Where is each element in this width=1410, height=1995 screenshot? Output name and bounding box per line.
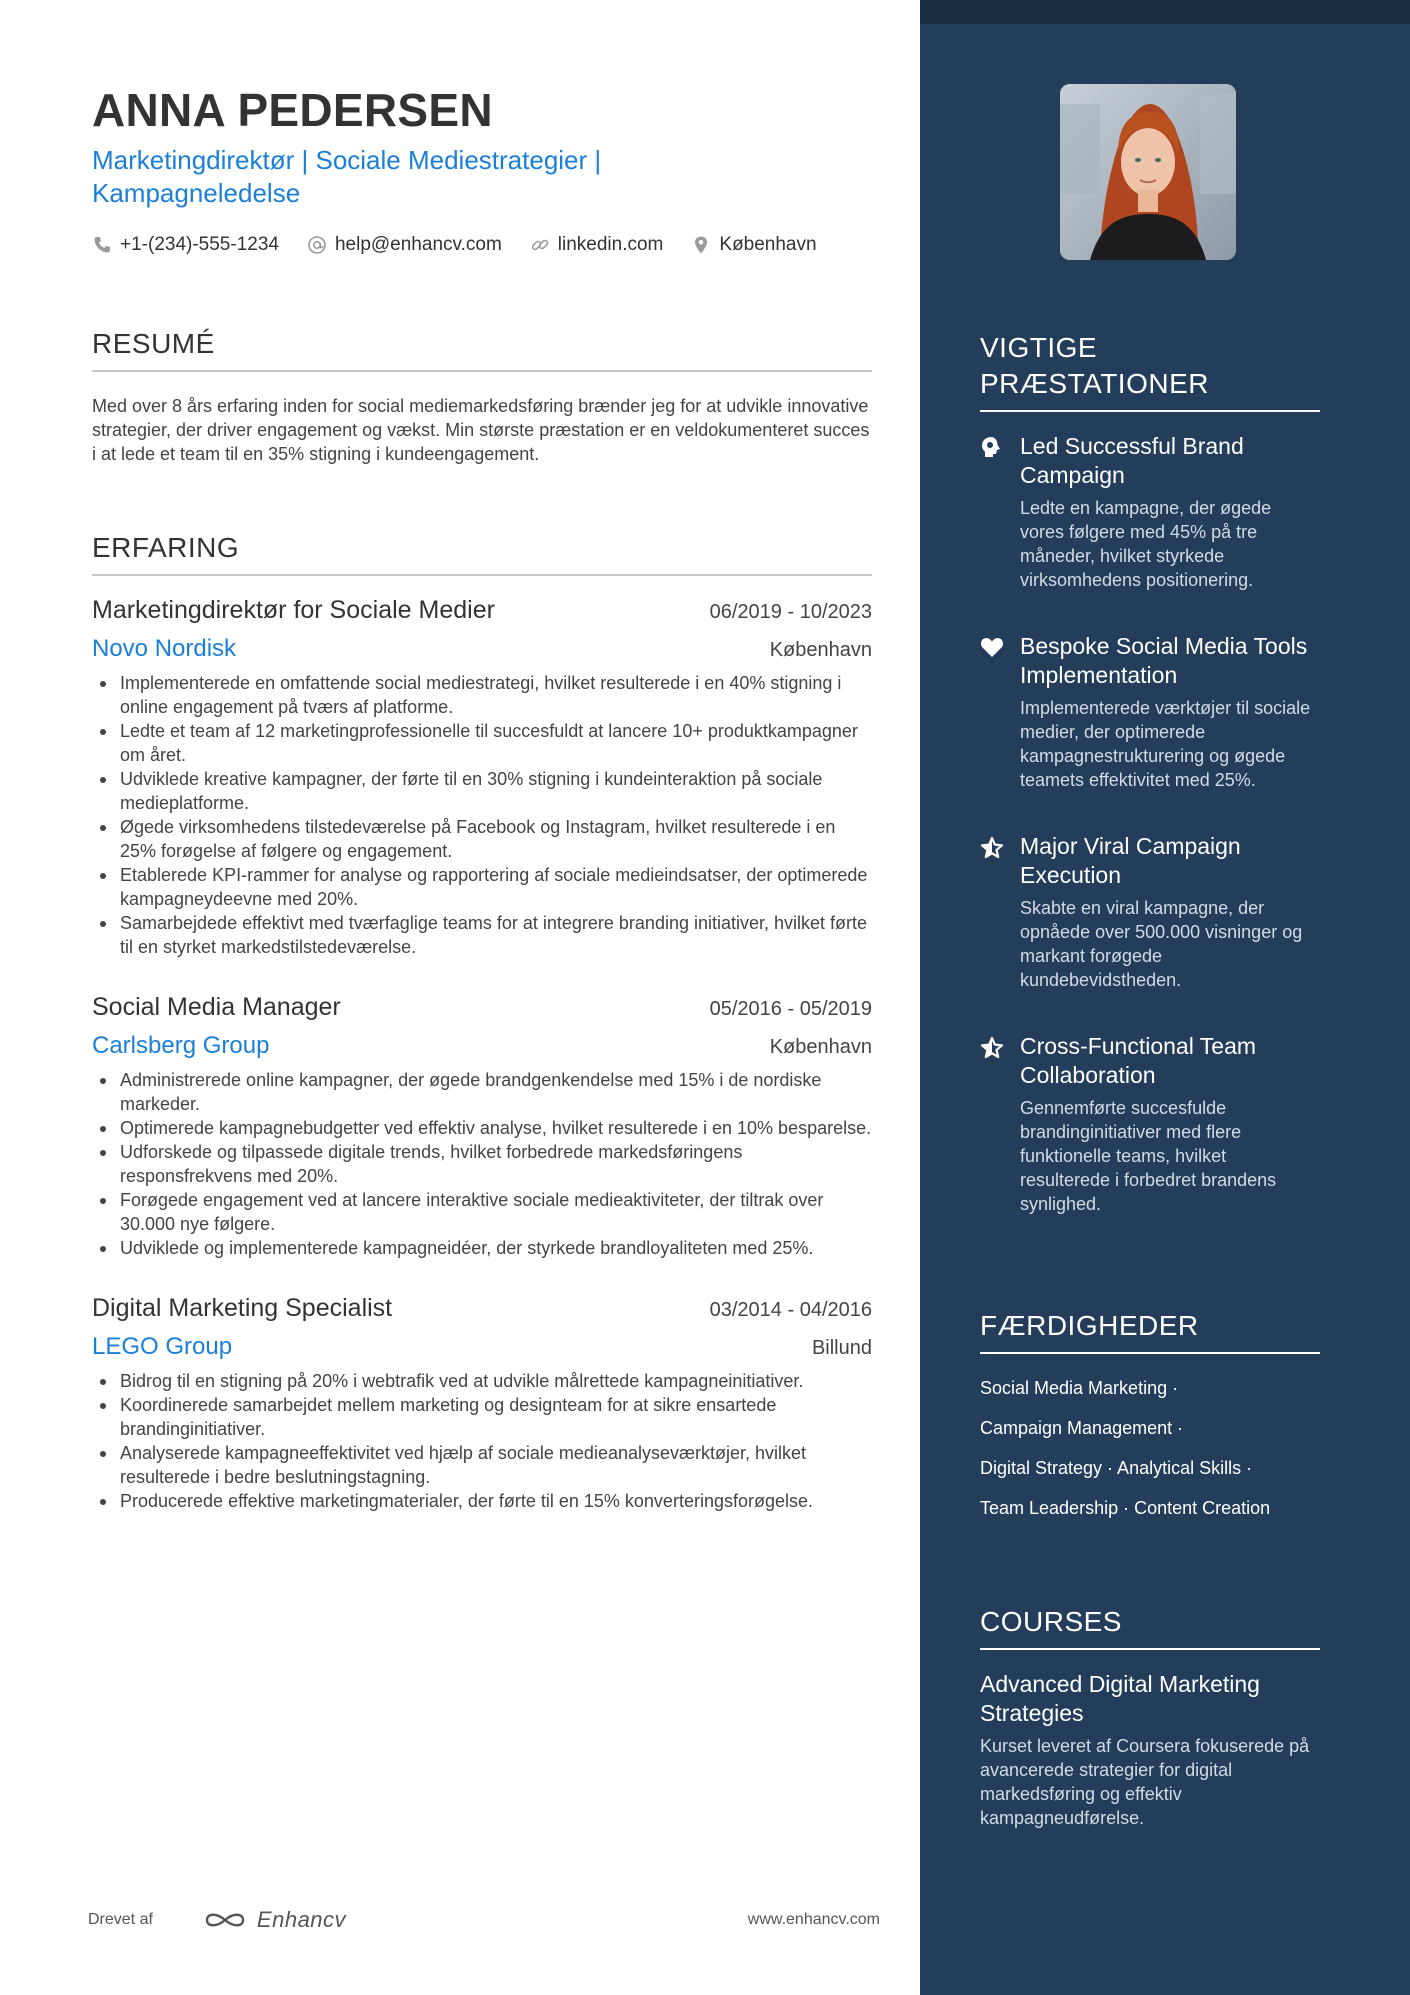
contact-phone[interactable]: [92, 234, 279, 256]
job-company: LEGO Group: [92, 1333, 233, 1360]
list-item: Optimerede kampagnebudgetter ved effektiv analyse, hvilket resulterede i en 10% besparelse.: [92, 1116, 872, 1140]
achievement-desc: Ledte en kampagne, der øgede vores følgere med 45% på tre måneder, hvilket styrkede virksomhedens positionering.: [1020, 498, 1272, 590]
job-entry: [92, 993, 872, 1260]
heart-icon: [980, 636, 1004, 658]
head-lightbulb-icon: [980, 436, 1002, 458]
job-bullets: [92, 1369, 872, 1513]
job-dates: 03/2014 - 04/2016: [709, 1299, 872, 1321]
at-icon: [307, 235, 327, 255]
skills-list: [980, 1368, 1320, 1528]
skill-line: Digital Strategy · Analytical Skills ·: [980, 1458, 1253, 1478]
list-item: Øgede virksomhedens tilstedeværelse på Facebook og Instagram, hvilket resulterede i en 25% forøgelse af følgere og engagement.: [92, 815, 872, 863]
job-location: København: [769, 1036, 872, 1058]
contact-email[interactable]: [307, 234, 502, 256]
list-item: Etablerede KPI-rammer for analyse og rapportering af sociale medieindsatser, der optimerede kampagneydeevne med 20%.: [92, 863, 872, 911]
job-role: Social Media Manager: [92, 993, 341, 1021]
skill-line: Team Leadership · Content Creation: [980, 1498, 1271, 1518]
summary-text: Med over 8 års erfaring inden for social mediemarkedsføring brænder jeg for at udvikle innovative strategier, der driver engagement og vækst. Min største præstation er en veldokumenteret succes i at lede et team til en 35% stigning i kundeengagement.: [92, 396, 870, 464]
list-item: Udviklede kreative kampagner, der førte til en 30% stigning i kundeinteraktion på sociale medieplatforme.: [92, 767, 872, 815]
achievement-desc: Gennemførte succesfulde brandinginitiativer med flere funktionelle teams, hvilket resulterede i forbedret brandens synlighed.: [1020, 1098, 1277, 1214]
achievement-item: [980, 632, 1320, 792]
skill-line: Campaign Management ·: [980, 1418, 1184, 1438]
achievement-item: [980, 832, 1320, 992]
enhancv-logo[interactable]: [201, 1907, 346, 1933]
list-item: Analyserede kampagneeffektivitet ved hjælp af sociale medieanalyseværktøjer, hvilket resulterede i bedre beslutningstagning.: [92, 1441, 872, 1489]
location-pin-icon: [691, 235, 711, 255]
list-item: Forøgede engagement ved at lancere interaktive sociale medieaktiviteter, der tiltrak over 30.000 nye følgere.: [92, 1188, 872, 1236]
phone-text: +1-(234)-555-1234: [120, 234, 279, 255]
job-dates: 06/2019 - 10/2023: [709, 601, 872, 623]
achievement-title: Cross-Functional Team Collaboration: [1020, 1033, 1257, 1088]
contact-location: [691, 234, 816, 256]
website-link[interactable]: www.enhancv.com: [747, 1911, 880, 1928]
courses-heading: COURSES: [980, 1604, 1320, 1650]
candidate-name: ANNA PEDERSEN: [92, 84, 493, 136]
powered-by-label: Drevet af: [88, 1911, 153, 1928]
skills-heading: FÆRDIGHEDER: [980, 1308, 1320, 1354]
job-role: Digital Marketing Specialist: [92, 1294, 393, 1322]
course-desc: Kurset leveret af Coursera fokuserede på avancerede strategier for digital markedsføring og effektiv kampagneudførelse.: [980, 1736, 1310, 1828]
summary-section: [92, 328, 872, 466]
sidebar-top-strip: [920, 0, 1410, 24]
job-bullets: [92, 671, 872, 959]
job-company: Novo Nordisk: [92, 635, 237, 662]
profile-photo: [1060, 84, 1236, 260]
job-bullets: [92, 1068, 872, 1260]
list-item: Udviklede og implementerede kampagneidéer, der styrkede brandloyaliteten med 25%.: [92, 1236, 872, 1260]
list-item: Samarbejdede effektivt med tværfaglige teams for at integrere branding initiativer, hvilket førte til en styrket markedstilstedeværelse.: [92, 911, 872, 959]
list-item: Producerede effektive marketingmaterialer, der førte til en 15% konverteringsforøgelse.: [92, 1489, 872, 1513]
logo-text: Enhancv: [256, 1907, 347, 1932]
main-column: [92, 80, 872, 1513]
job-company: Carlsberg Group: [92, 1032, 270, 1059]
link-icon: [530, 235, 550, 255]
job-dates: 05/2016 - 05/2019: [709, 998, 872, 1020]
skill-line: Social Media Marketing ·: [980, 1378, 1179, 1398]
contact-row: [92, 234, 872, 256]
list-item: Ledte et team af 12 marketingprofessionelle til succesfuldt at lancere 10+ produktkampagner om året.: [92, 719, 872, 767]
courses-section: [980, 1604, 1320, 1830]
achievement-desc: Implementerede værktøjer til sociale medier, der optimerede kampagnestrukturering og øgede teamets effektivitet med 25%.: [1020, 698, 1311, 790]
job-role: Marketingdirektør for Sociale Medier: [92, 596, 495, 624]
achievement-desc: Skabte en viral kampagne, der opnåede over 500.000 visninger og markant forøgede kundebevidstheden.: [1020, 898, 1303, 990]
list-item: Udforskede og tilpassede digitale trends, hvilket forbedrede markedsføringens responsfrekvens med 20%.: [92, 1140, 872, 1188]
achievements-heading: VIGTIGE PRÆSTATIONER: [980, 330, 1320, 412]
achievements-section: [980, 330, 1320, 1216]
experience-heading: ERFARING: [92, 532, 872, 576]
star-icon: [980, 1036, 1004, 1060]
sidebar: [920, 0, 1410, 1995]
job-location: København: [769, 639, 872, 661]
achievement-title: Bespoke Social Media Tools Implementation: [1020, 633, 1308, 688]
achievement-item: [980, 1032, 1320, 1216]
job-entry: [92, 1294, 872, 1513]
course-title: Advanced Digital Marketing Strategies: [980, 1671, 1260, 1726]
linkedin-text: linkedin.com: [557, 234, 664, 255]
experience-section: [92, 532, 872, 1513]
achievement-item: [980, 432, 1320, 592]
achievement-title: Led Successful Brand Campaign: [1020, 433, 1244, 488]
list-item: Bidrog til en stigning på 20% i webtrafik ved at udvikle målrettede kampagneinitiativer.: [92, 1369, 872, 1393]
phone-icon: [92, 235, 112, 255]
contact-linkedin[interactable]: [530, 234, 664, 256]
job-location: Billund: [811, 1337, 872, 1359]
list-item: Koordinerede samarbejdet mellem marketing og designteam for at sikre ensartede brandinginitiativer.: [92, 1393, 872, 1441]
skills-section: [980, 1308, 1320, 1528]
achievement-title: Major Viral Campaign Execution: [1020, 833, 1241, 888]
footer: [88, 1900, 880, 1940]
list-item: Administrerede online kampagner, der øgede brandgenkendelse med 15% i de nordiske markeder.: [92, 1068, 872, 1116]
email-text: help@enhancv.com: [334, 234, 502, 255]
star-icon: [980, 836, 1004, 860]
location-text: København: [719, 234, 817, 255]
infinity-logo-icon: [201, 1908, 249, 1932]
list-item: Implementerede en omfattende social mediestrategi, hvilket resulterede i en 40% stigning i online engagement på tværs af platforme.: [92, 671, 872, 719]
summary-heading: RESUMÉ: [92, 328, 872, 372]
job-entry: [92, 596, 872, 959]
candidate-title: Marketingdirektør | Sociale Mediestrategier | Kampagneledelse: [92, 145, 602, 208]
